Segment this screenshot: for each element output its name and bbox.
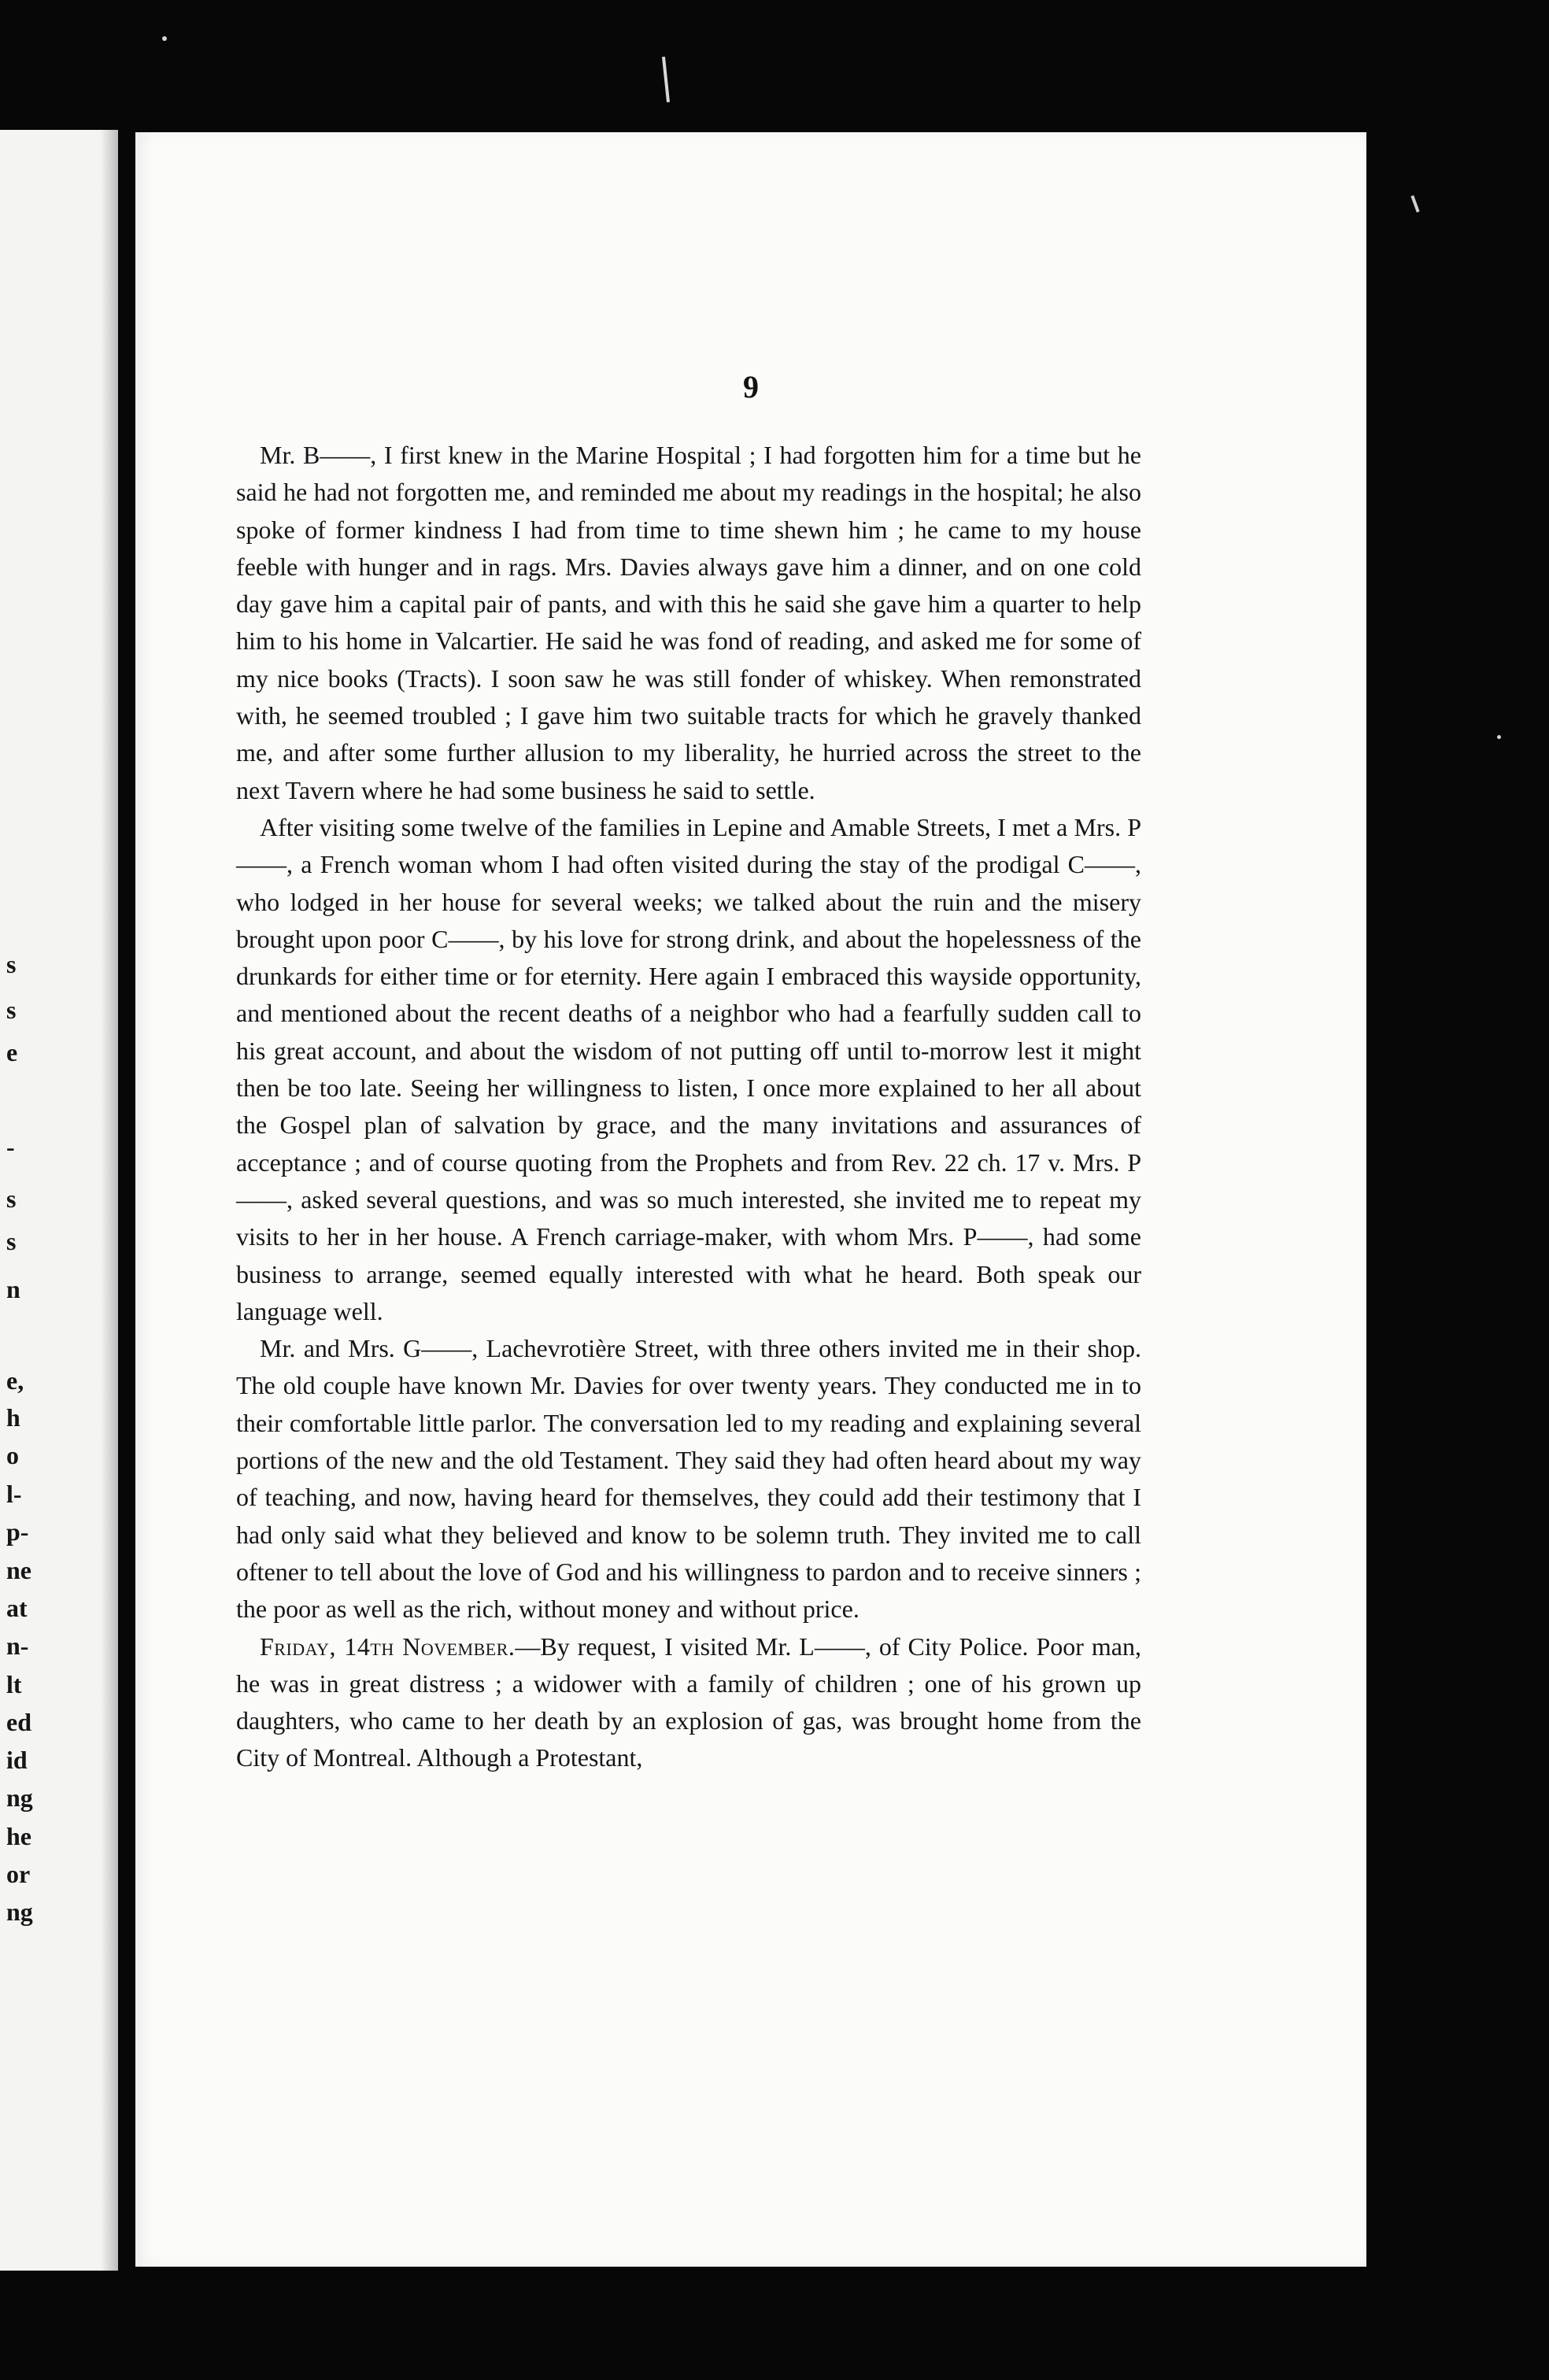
left-page-fragment: or: [6, 1860, 31, 1888]
left-page-fragment: e,: [6, 1366, 24, 1395]
book-page: [135, 132, 1366, 2267]
left-page-fragment: ed: [6, 1708, 31, 1736]
scan-artifact-top: [662, 57, 670, 102]
left-page-fragment: lt: [6, 1670, 22, 1698]
scan-speck: [1497, 735, 1501, 739]
left-page-fragment: n-: [6, 1632, 29, 1660]
paragraph-mrs-p: After visiting some twelve of the families in Lepine and Amable Streets, I met a Mrs. P——, a French woman whom I had often visited during the stay of the prodigal C——, who lodged in her house for several weeks; we talked about the ruin and the misery brought upon poor C——, by his love for strong drink, and about the hopelessness of the drunkards for either time or for eternity. Here again I embraced this wayside opportunity, and mentioned about the recent deaths of a neighbor who had a fearfully sudden call to his great account, and about the wisdom of not putting off until to-morrow lest it might then be too late. Seeing her willingness to listen, I once more explained to her all about the Gospel plan of salvation by grace, and the many invitations and assurances of acceptance ; and of course quoting from the Prophets and from Rev. 22 ch. 17 v. Mrs. P——, asked several questions, and was so much interested, she invited me to repeat my visits to her in her house. A French carriage-maker, with whom Mrs. P——, had some business to arrange, seemed equally interested with what he heard. Both speak our language well.: [236, 812, 1141, 1325]
left-page-fragment: s: [6, 1184, 17, 1213]
left-page-fragment: s: [6, 996, 17, 1024]
page-body: [236, 437, 1141, 1777]
left-page-fragment: ng: [6, 1898, 33, 1926]
entry-date-heading: Friday, 14th November.: [260, 1632, 516, 1661]
scan-speck: [162, 36, 167, 41]
scan-artifact-right: [1410, 195, 1419, 213]
left-page-fragment: s: [6, 1227, 17, 1255]
left-page-fragment: n: [6, 1275, 20, 1303]
page-number: 9: [743, 369, 759, 405]
left-page-fragment: at: [6, 1594, 28, 1622]
left-page-fragment: -: [6, 1133, 15, 1161]
left-page-fragment: ng: [6, 1783, 33, 1812]
left-page-fragment: h: [6, 1403, 20, 1432]
entry-text: —By request, I visited Mr. L——, of City Police. Poor man, he was in great distress ; a widower with a family of children ; one of his grown up daughters, who came to her death by an explosion of gas, was brought home from the City of Montreal. Although a Protestant,: [236, 1632, 1141, 1772]
left-page-fragment: id: [6, 1746, 28, 1774]
paragraph-mr-b: Mr. B——, I first knew in the Marine Hospital ; I had forgotten him for a time but he said he had not forgotten me, and reminded me about my readings in the hospital; he also spoke of former kindness I had from time to time shewn him ; he came to my house feeble with hunger and in rags. Mrs. Davies always gave him a dinner, and on one cold day gave him a capital pair of pants, and with this he said she gave him a quarter to help him to his home in Valcartier. He said he was fond of reading, and asked me for some of my nice books (Tracts). I soon saw he was still fonder of whiskey. When remonstrated with, he seemed troubled ; I gave him two suitable tracts for which he gravely thanked me, and after some further allusion to my liberality, he hurried across the street to the next Tavern where he had some business he said to settle.: [236, 441, 1141, 804]
left-page-fragment: p-: [6, 1517, 29, 1546]
page-gutter-shadow: [101, 130, 118, 2271]
left-page-edge: [0, 130, 118, 2271]
paragraph-friday-entry: [236, 1628, 1141, 1777]
left-page-fragment: e: [6, 1038, 18, 1066]
left-page-fragment: he: [6, 1822, 31, 1850]
left-page-fragment: o: [6, 1441, 19, 1469]
left-page-fragment: ne: [6, 1556, 31, 1584]
left-page-fragment: s: [6, 950, 17, 978]
left-page-fragment: l-: [6, 1480, 22, 1508]
paragraph-mr-mrs-g: Mr. and Mrs. G——, Lachevrotière Street, with three others invited me in their shop. The old couple have known Mr. Davies for over twenty years. They conducted me in to their comfortable little parlor. The conversation led to my reading and explaining several portions of the new and the old Testament. They said they had often heard about my way of teaching, and now, having heard for themselves, they could add their testimony that I had only said what they believed and know to be solemn truth. They invited me to call oftener to tell about the love of God and his willingness to pardon and to receive sinners ; the poor as well as the rich, without money and without price.: [236, 1334, 1141, 1624]
